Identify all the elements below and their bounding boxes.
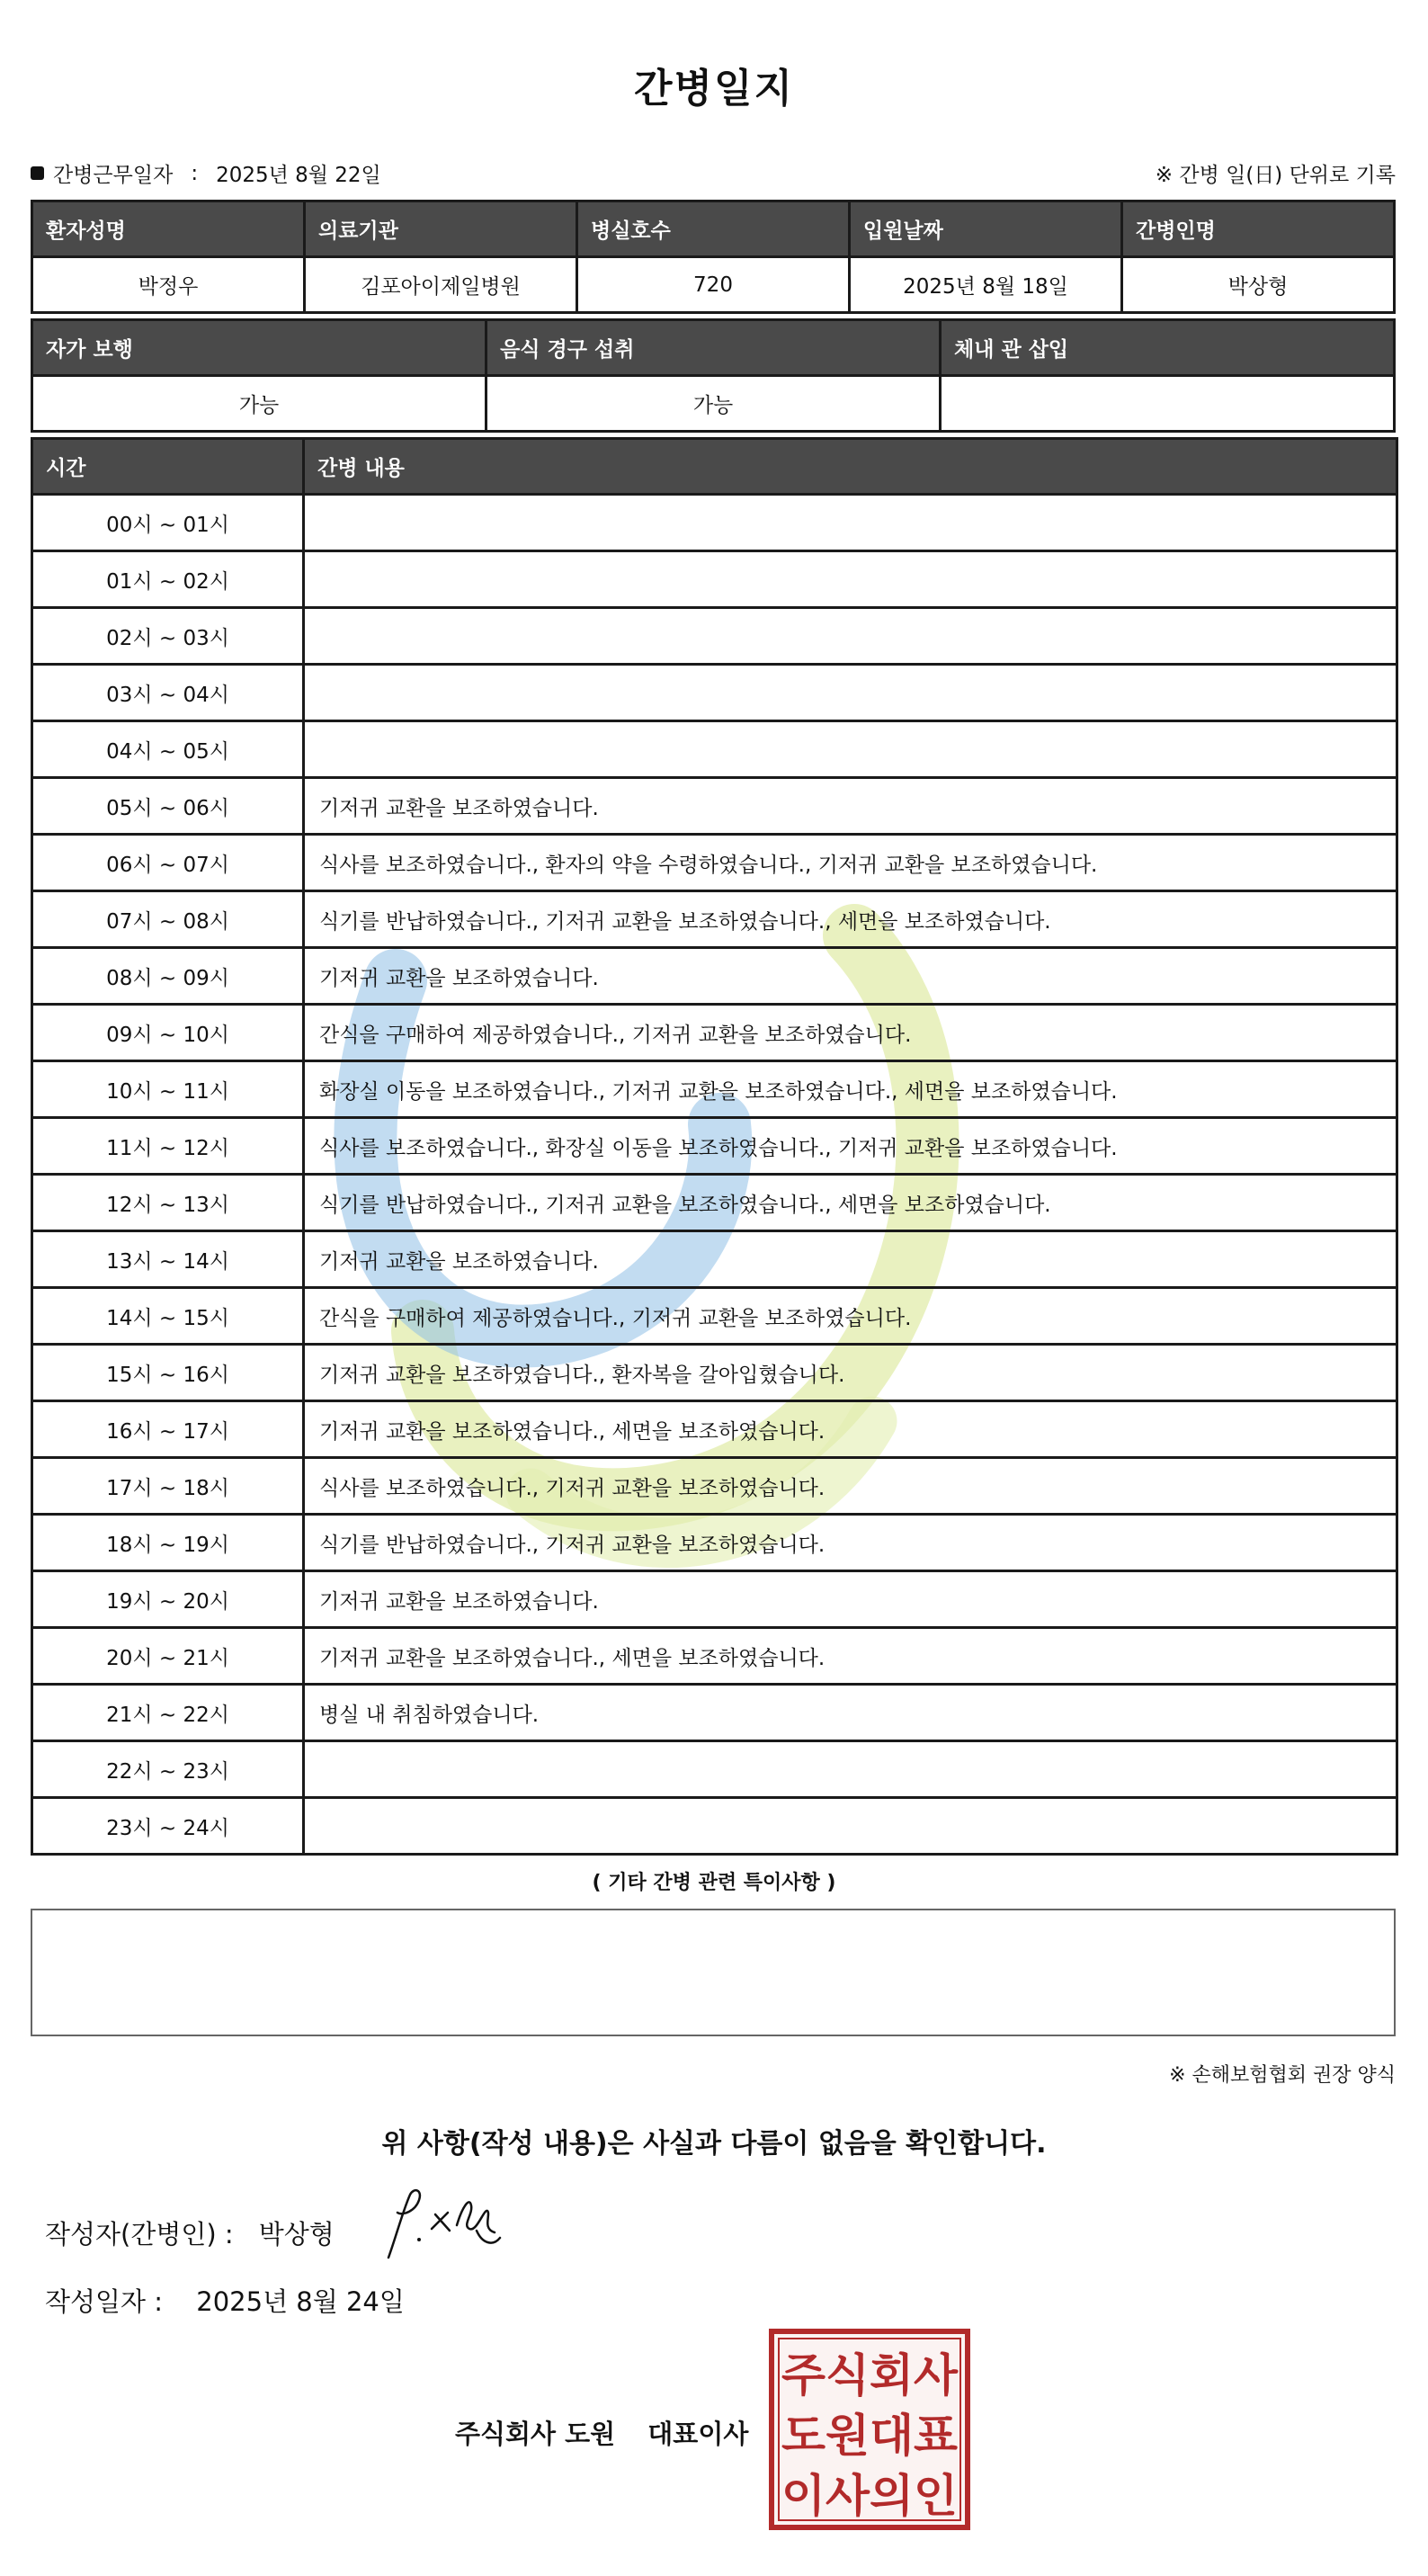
care-log-time: 09시 ~ 10시 — [32, 1005, 304, 1061]
header-caregiver-name: 간병인명 — [1122, 201, 1395, 257]
tube-insertion-value — [941, 376, 1395, 432]
care-log-time: 07시 ~ 08시 — [32, 891, 304, 948]
writer-row — [45, 2214, 335, 2251]
patient-info-table — [31, 200, 1396, 314]
header-patient-name: 환자성명 — [32, 201, 305, 257]
admission-date: 2025년 8월 18일 — [850, 257, 1122, 313]
hospital-name: 김포아이제일병원 — [305, 257, 577, 313]
care-log-content: 간식을 구매하여 제공하였습니다., 기저귀 교환을 보조하였습니다. — [304, 1288, 1397, 1345]
care-log-header-row — [32, 439, 1397, 495]
representative-title: 대표이사 — [647, 2419, 749, 2449]
page-title: 간병일지 — [633, 66, 794, 112]
care-log-row — [32, 608, 1397, 665]
writer-label: 작성자(간병인) : — [45, 2219, 234, 2250]
header-care-content: 간병 내용 — [304, 439, 1397, 495]
seal-line-2: 도원대표 — [781, 2410, 959, 2462]
care-log-time: 18시 ~ 19시 — [32, 1515, 304, 1571]
care-log-time: 16시 ~ 17시 — [32, 1401, 304, 1458]
care-log-row — [32, 1061, 1397, 1118]
care-log-row — [32, 1005, 1397, 1061]
care-log-content — [304, 1741, 1397, 1798]
care-log-time: 11시 ~ 12시 — [32, 1118, 304, 1175]
meta-row — [31, 158, 1396, 189]
care-log-time: 21시 ~ 22시 — [32, 1685, 304, 1741]
header-hospital: 의료기관 — [305, 201, 577, 257]
care-log-row — [32, 1231, 1397, 1288]
care-log-row — [32, 1741, 1397, 1798]
care-log-row — [32, 1628, 1397, 1685]
care-log-row — [32, 891, 1397, 948]
written-date-value: 2025년 8월 24일 — [196, 2286, 405, 2317]
header-tube-insertion: 체내 관 삽입 — [941, 320, 1395, 376]
care-log-time: 14시 ~ 15시 — [32, 1288, 304, 1345]
care-log-time: 15시 ~ 16시 — [32, 1345, 304, 1401]
care-log-content: 병실 내 취침하였습니다. — [304, 1685, 1397, 1741]
work-date-separator: : — [191, 161, 199, 185]
care-log-row — [32, 1118, 1397, 1175]
care-log-row — [32, 1345, 1397, 1401]
care-log-content: 기저귀 교환을 보조하였습니다. — [304, 1231, 1397, 1288]
status-header-row — [32, 320, 1395, 376]
care-log-time: 01시 ~ 02시 — [32, 551, 304, 608]
caregiver-name: 박상형 — [1122, 257, 1395, 313]
work-date-label: 간병근무일자 — [53, 164, 174, 187]
writer-name: 박상형 — [258, 2219, 335, 2250]
written-date-row — [45, 2282, 405, 2319]
care-log-content — [304, 665, 1397, 721]
care-log-row — [32, 1401, 1397, 1458]
care-log-row — [32, 721, 1397, 778]
care-log-row — [32, 778, 1397, 835]
work-date — [31, 158, 381, 188]
written-date-label: 작성일자 : — [45, 2286, 164, 2317]
care-log-content: 화장실 이동을 보조하였습니다., 기저귀 교환을 보조하였습니다., 세면을 보조하였습니다. — [304, 1061, 1397, 1118]
header-oral-intake: 음식 경구 섭취 — [486, 320, 941, 376]
care-log-time: 10시 ~ 11시 — [32, 1061, 304, 1118]
signature-image — [376, 2184, 511, 2265]
care-log-content: 식기를 반납하였습니다., 기저귀 교환을 보조하였습니다., 세면을 보조하였습니다. — [304, 891, 1397, 948]
patient-info-header-row — [32, 201, 1395, 257]
oral-intake-value: 가능 — [486, 376, 941, 432]
care-log-row — [32, 835, 1397, 891]
care-log-time: 22시 ~ 23시 — [32, 1741, 304, 1798]
care-log-time: 03시 ~ 04시 — [32, 665, 304, 721]
patient-name: 박정우 — [32, 257, 305, 313]
header-self-walking: 자가 보행 — [32, 320, 486, 376]
care-log-content: 기저귀 교환을 보조하였습니다. — [304, 948, 1397, 1005]
care-log-content: 기저귀 교환을 보조하였습니다., 세면을 보조하였습니다. — [304, 1628, 1397, 1685]
care-log-content: 기저귀 교환을 보조하였습니다., 세면을 보조하였습니다. — [304, 1401, 1397, 1458]
care-log-time: 17시 ~ 18시 — [32, 1458, 304, 1515]
header-admission-date: 입원날짜 — [850, 201, 1122, 257]
seal-line-1: 주식회사 — [781, 2349, 959, 2402]
care-log-time: 23시 ~ 24시 — [32, 1798, 304, 1855]
care-log-content: 식사를 보조하였습니다., 화장실 이동을 보조하였습니다., 기저귀 교환을 보조하였습니다. — [304, 1118, 1397, 1175]
care-log-content: 식사를 보조하였습니다., 기저귀 교환을 보조하였습니다. — [304, 1458, 1397, 1515]
care-log-row — [32, 948, 1397, 1005]
care-log-time: 19시 ~ 20시 — [32, 1571, 304, 1628]
care-log-content: 간식을 구매하여 제공하였습니다., 기저귀 교환을 보조하였습니다. — [304, 1005, 1397, 1061]
company-seal — [768, 2328, 971, 2531]
care-log-time: 02시 ~ 03시 — [32, 608, 304, 665]
care-log-time: 05시 ~ 06시 — [32, 778, 304, 835]
header-time: 시간 — [32, 439, 304, 495]
care-log-row — [32, 665, 1397, 721]
care-log-row — [32, 1515, 1397, 1571]
form-note: ※ 손해보험협회 권장 양식 — [1169, 2064, 1396, 2087]
care-log-time: 06시 ~ 07시 — [32, 835, 304, 891]
company-name: 주식회사 도원 — [455, 2419, 616, 2449]
care-log-content: 식사를 보조하였습니다., 환자의 약을 수령하였습니다., 기저귀 교환을 보조하였습니다. — [304, 835, 1397, 891]
care-log-content: 기저귀 교환을 보조하였습니다., 환자복을 갈아입혔습니다. — [304, 1345, 1397, 1401]
bullet-icon — [31, 166, 44, 180]
care-log-content — [304, 608, 1397, 665]
company-signature-line — [455, 2414, 748, 2451]
care-log-content: 기저귀 교환을 보조하였습니다. — [304, 778, 1397, 835]
care-log-row — [32, 1798, 1397, 1855]
patient-info-value-row — [32, 257, 1395, 313]
patient-status-table — [31, 318, 1396, 433]
care-log-time: 20시 ~ 21시 — [32, 1628, 304, 1685]
care-log-content: 기저귀 교환을 보조하였습니다. — [304, 1571, 1397, 1628]
care-log-row — [32, 495, 1397, 551]
care-log-time: 12시 ~ 13시 — [32, 1175, 304, 1231]
care-log-row — [32, 551, 1397, 608]
work-date-value: 2025년 8월 22일 — [216, 164, 381, 187]
record-note: ※ 간병 일(日) 단위로 기록 — [1155, 164, 1396, 187]
special-notes-title: ( 기타 간병 관련 특이사항 ) — [592, 1872, 836, 1894]
care-log-content: 식기를 반납하였습니다., 기저귀 교환을 보조하였습니다. — [304, 1515, 1397, 1571]
care-log-table — [31, 437, 1398, 1856]
care-log-row — [32, 1175, 1397, 1231]
seal-line-3: 이사의인 — [781, 2470, 958, 2522]
confirmation-statement: 위 사항(작성 내용)은 사실과 다름이 없음을 확인합니다. — [381, 2128, 1047, 2160]
care-log-time: 04시 ~ 05시 — [32, 721, 304, 778]
care-log-time: 13시 ~ 14시 — [32, 1231, 304, 1288]
care-log-row — [32, 1685, 1397, 1741]
care-log-time: 08시 ~ 09시 — [32, 948, 304, 1005]
care-log-content — [304, 551, 1397, 608]
care-log-time: 00시 ~ 01시 — [32, 495, 304, 551]
status-value-row — [32, 376, 1395, 432]
care-log-content — [304, 495, 1397, 551]
care-log-row — [32, 1571, 1397, 1628]
care-log-content — [304, 721, 1397, 778]
care-log-row — [32, 1458, 1397, 1515]
special-notes-box — [31, 1909, 1396, 2036]
room-number: 720 — [577, 257, 850, 313]
care-log-row — [32, 1288, 1397, 1345]
care-log-content: 식기를 반납하였습니다., 기저귀 교환을 보조하였습니다., 세면을 보조하였습니다. — [304, 1175, 1397, 1231]
header-room-number: 병실호수 — [577, 201, 850, 257]
care-log-content — [304, 1798, 1397, 1855]
self-walking-value: 가능 — [32, 376, 486, 432]
